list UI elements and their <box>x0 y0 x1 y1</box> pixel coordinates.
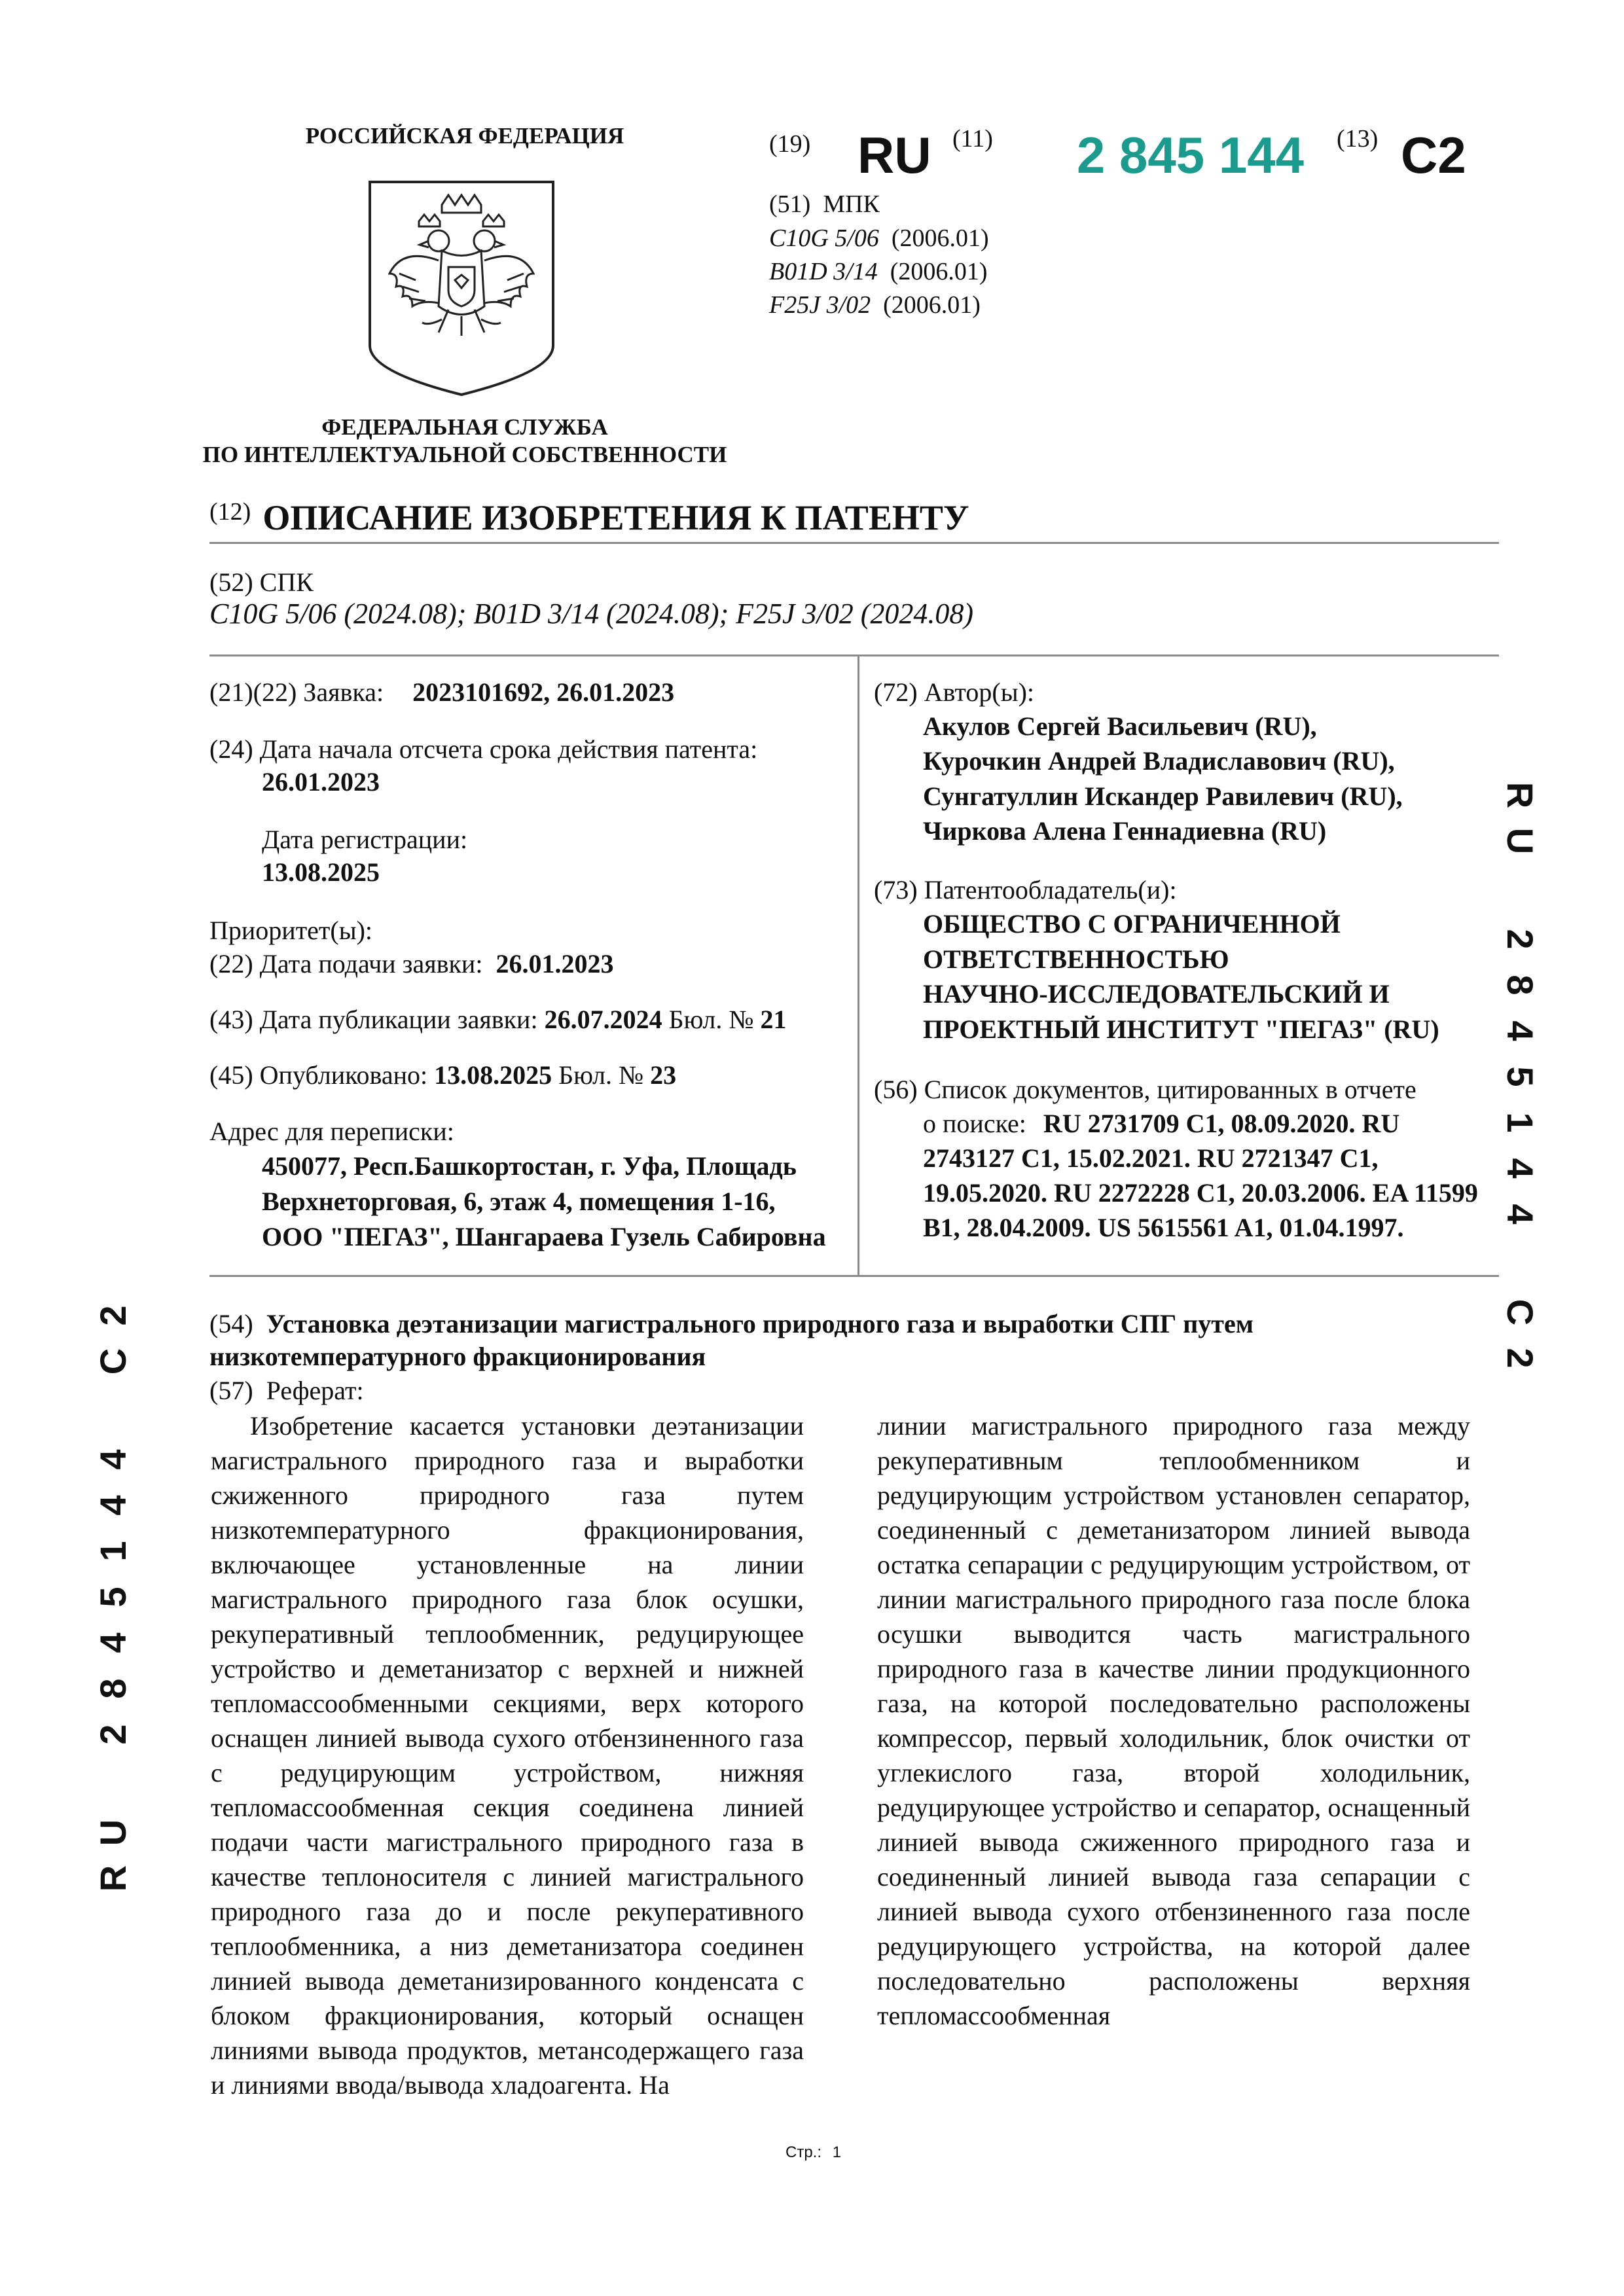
cpc-label: (52) СПК <box>209 567 314 597</box>
column-divider <box>857 656 859 1276</box>
side-char: U <box>92 1819 134 1846</box>
patent-number: 2 845 144 <box>1077 126 1305 184</box>
filing-row <box>209 948 613 980</box>
agency-line-2: ПО ИНТЕЛЛЕКТУАЛЬНОЙ СОБСТВЕННОСТИ <box>202 442 727 467</box>
side-char: 4 <box>92 1449 134 1470</box>
ipc-code: C10G 5/06 <box>769 224 879 252</box>
abstract-right-column <box>877 1408 1470 2033</box>
side-char: 1 <box>92 1541 134 1562</box>
side-char: 2 <box>1500 1348 1541 1369</box>
side-char: 1 <box>1500 1112 1541 1133</box>
divider <box>209 542 1499 544</box>
published-label: (45) Опубликовано: <box>209 1060 428 1090</box>
ipc-code: F25J 3/02 <box>769 291 871 319</box>
side-char: 4 <box>1500 1204 1541 1225</box>
address-label: Адрес для переписки: <box>209 1117 454 1146</box>
holder-line: НАУЧНО-ИССЛЕДОВАТЕЛЬСКИЙ И <box>923 979 1390 1009</box>
abstract-heading <box>209 1374 364 1407</box>
side-char: 2 <box>92 1305 134 1326</box>
ipc-heading <box>769 190 880 219</box>
abstract-code: (57) <box>209 1376 253 1405</box>
code-11: (11) <box>952 125 993 152</box>
publication-label: (43) Дата публикации заявки: <box>209 1005 538 1034</box>
coat-of-arms-icon <box>363 175 560 401</box>
agency-line-1: ФЕДЕРАЛЬНАЯ СЛУЖБА <box>321 414 608 440</box>
side-char: 5 <box>1500 1066 1541 1087</box>
side-char: C <box>1500 1299 1541 1326</box>
holder-line: ОТВЕТСТВЕННОСТЬЮ <box>923 944 1229 974</box>
side-char: 8 <box>1500 975 1541 996</box>
side-char: C <box>92 1348 134 1375</box>
title-text: ОПИСАНИЕ ИЗОБРЕТЕНИЯ К ПАТЕНТУ <box>262 498 969 537</box>
cited-line: 19.05.2020. RU 2272228 C1, 20.03.2006. EA 11599 <box>923 1178 1478 1208</box>
cited-prefix: о поиске: <box>923 1109 1026 1138</box>
ipc-row-2 <box>769 257 988 286</box>
author: Сунгатуллин Искандер Равилевич (RU), <box>923 781 1403 811</box>
cited-line: 2743127 C1, 15.02.2021. RU 2721347 C1, <box>923 1143 1379 1173</box>
ipc-label: МПК <box>823 190 880 218</box>
country-header: РОССИЙСКАЯ ФЕДЕРАЦИЯ <box>305 123 624 149</box>
page-number-value: 1 <box>832 2144 842 2161</box>
side-char: R <box>1500 781 1541 809</box>
publication-bulletin: Бюл. № <box>668 1005 754 1034</box>
code-13: (13) <box>1337 125 1379 152</box>
registration-value: 13.08.2025 <box>262 857 380 887</box>
abstract-right-text: линии магистрального природного газа между рекуперативным теплообменником и редуцирующим устройством установлен сепаратор, соединенный с деметанизатором линией вывода остатка сепарации с редуцирующим устройством, от линии магистрального природного газа после блока осушки выводится часть магистрального природного газа в качестве линии продукционного газа, на которой последовательно расположены компрессор, первый холодильник, блок очистки от углекислого газа, второй холодильник, редуцирующее устройство и сепаратор, оснащенный линией вывода сжиженного природного газа и соединенный линией вывода газа сепарации с линией вывода сухого отбензиненного газа после редуцирующего устройства, на которой далее последовательно расположены верхняя тепломассообменная <box>877 1411 1470 2030</box>
holder-line: ОБЩЕСТВО С ОГРАНИЧЕННОЙ <box>923 909 1341 939</box>
side-char: 2 <box>92 1724 134 1745</box>
registration-label: Дата регистрации: <box>262 825 468 854</box>
document-title <box>209 497 969 538</box>
side-char: 8 <box>92 1678 134 1699</box>
ipc-row-3 <box>769 291 981 319</box>
invention-title <box>209 1308 1499 1373</box>
cited-line: RU 2731709 C1, 08.09.2020. RU <box>1043 1109 1400 1138</box>
address-line: ООО "ПЕГАЗ", Шангараева Гузель Сабировна <box>262 1222 826 1251</box>
term-label: (24) Дата начала отсчета срока действия патента: <box>209 734 758 764</box>
address-line: Верхнеторговая, 6, этаж 4, помещения 1-16, <box>262 1187 776 1216</box>
abstract-left-column <box>211 1408 804 2102</box>
filing-label: (22) Дата подачи заявки: <box>209 949 483 978</box>
side-char <box>88 1391 141 1430</box>
ipc-code: B01D 3/14 <box>769 258 878 285</box>
published-bulletin-no: 23 <box>650 1060 677 1090</box>
kind-code: C2 <box>1401 126 1466 184</box>
side-char: R <box>92 1865 134 1892</box>
published-bulletin: Бюл. № <box>558 1060 644 1090</box>
side-char: 2 <box>1500 929 1541 950</box>
side-char: U <box>1500 827 1541 855</box>
side-char: 5 <box>92 1587 134 1607</box>
cited-row-1 <box>923 1107 1399 1140</box>
authors-label: (72) Автор(ы): <box>874 677 1034 707</box>
code-51: (51) <box>769 190 811 218</box>
ipc-version: (2006.01) <box>883 291 981 319</box>
title-code: (12) <box>209 498 251 526</box>
application-label: (21)(22) Заявка: <box>209 677 384 707</box>
side-char: 4 <box>92 1632 134 1653</box>
side-char <box>1492 870 1545 910</box>
country-code: RU <box>857 126 931 184</box>
address-line: 450077, Респ.Башкортостан, г. Уфа, Площадь <box>262 1151 797 1181</box>
abstract-left-text: Изобретение касается установки деэтанизации магистрального природного газа и выработки сжиженного природного газа путем низкотемпературного фракционирования, включающее установленные на линии магистрального природного газа блок осушки, рекуперативный теплообменник, редуцирующее устройство и деметанизатор с верхней и нижней тепломассообменными секциями, верх которого оснащен линией вывода сухого отбензиненного газа с редуцирующим устройством, нижняя тепломассообменная секция соединена линией подачи части магистрального природного газа в качестве теплоносителя с линией магистрального природного газа до и после рекуперативного теплообменника, а низ деметанизатора соединен линией вывода деметанизированного конденсата с блоком фракционирования, который оснащен линиями вывода продуктов, метансодержащего газа и линиями ввода/вывода хладоагента. На <box>211 1411 804 2100</box>
side-identifier-left <box>92 1293 134 1901</box>
invention-code: (54) <box>209 1309 253 1338</box>
priority-label: Приоритет(ы): <box>209 916 373 945</box>
filing-value: 26.01.2023 <box>496 949 614 978</box>
published-row <box>209 1059 676 1092</box>
code-19: (19) <box>769 130 811 158</box>
abstract-label: Реферат: <box>266 1376 364 1405</box>
side-char <box>1492 1244 1545 1283</box>
invention-title-text: Установка деэтанизации магистрального природного газа и выработки СПГ путем низкотемпературного фракционирования <box>209 1309 1254 1371</box>
cpc-value: C10G 5/06 (2024.08); B01D 3/14 (2024.08); F25J 3/02 (2024.08) <box>209 598 974 630</box>
author: Акулов Сергей Васильевич (RU), <box>923 711 1317 741</box>
author: Чиркова Алена Геннадиевна (RU) <box>923 816 1327 846</box>
publication-bulletin-no: 21 <box>760 1005 787 1034</box>
page-number <box>785 2144 841 2162</box>
side-char: 4 <box>92 1495 134 1516</box>
page-label: Стр.: <box>785 2144 822 2161</box>
publication-value: 26.07.2024 <box>544 1005 662 1034</box>
publication-row <box>209 1003 787 1036</box>
published-value: 13.08.2025 <box>434 1060 552 1090</box>
side-identifier-right <box>1499 772 1541 1381</box>
side-char: 4 <box>1500 1158 1541 1179</box>
holder-label: (73) Патентообладатель(и): <box>874 875 1177 905</box>
side-char <box>88 1764 141 1803</box>
ipc-version: (2006.01) <box>891 224 989 252</box>
application-value: 2023101692, 26.01.2023 <box>412 677 675 707</box>
term-value: 26.01.2023 <box>262 767 380 797</box>
divider <box>209 1275 1499 1277</box>
application-row <box>209 676 674 709</box>
cited-label: (56) Список документов, цитированных в отчете <box>874 1075 1416 1104</box>
ipc-version: (2006.01) <box>890 258 988 285</box>
author: Курочкин Андрей Владиславович (RU), <box>923 746 1395 776</box>
divider <box>209 655 1499 656</box>
ipc-row-1 <box>769 224 989 253</box>
side-char: 4 <box>1500 1020 1541 1041</box>
holder-line: ПРОЕКТНЫЙ ИНСТИТУТ "ПЕГАЗ" (RU) <box>923 1014 1439 1044</box>
cited-line: B1, 28.04.2009. US 5615561 A1, 01.04.1997. <box>923 1213 1404 1242</box>
